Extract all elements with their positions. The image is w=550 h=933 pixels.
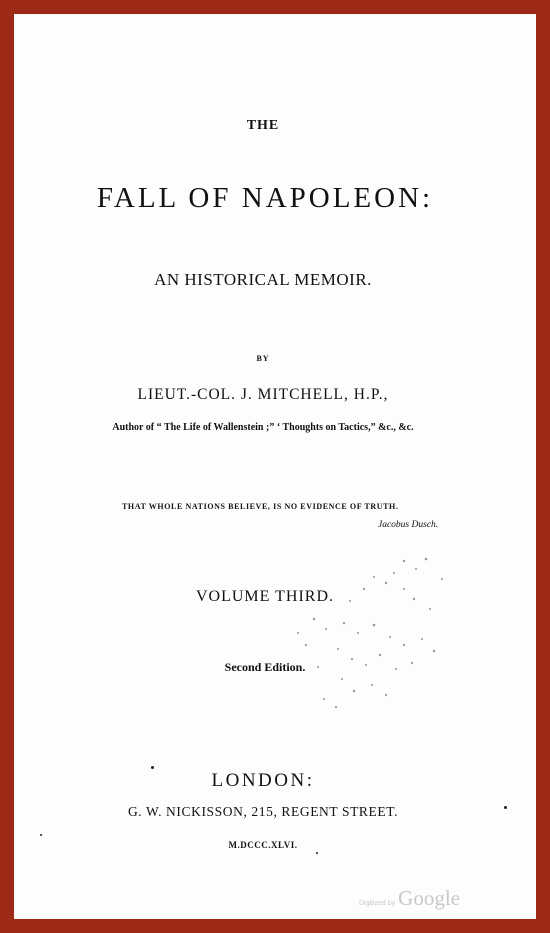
by-line: BY (256, 354, 270, 363)
author-name: LIEUT.-COL. J. MITCHELL, H.P., (137, 386, 389, 403)
faded-library-stamp (254, 549, 454, 719)
author-other-works: Author of “ The Life of Wallenstein ;” ‘ Thoughts on Tactics,” &c., &c. (112, 422, 414, 433)
book-title: FALL OF NAPOLEON: (96, 182, 434, 214)
title-page (14, 14, 536, 919)
title-article: THE (246, 118, 280, 133)
publication-year: M.DCCC.XLVI. (228, 840, 298, 850)
ink-speck (40, 834, 42, 836)
epigraph-text: THAT WHOLE NATIONS BELIEVE, IS NO EVIDENCE OF TRUTH. (122, 502, 399, 511)
ink-speck (316, 852, 318, 854)
publication-city: LONDON: (211, 770, 315, 791)
watermark-prefix: Digitized by (358, 900, 396, 907)
epigraph-source: Jacobus Dusch. (378, 520, 439, 530)
google-logo: Google (398, 886, 460, 910)
edition-label: Second Edition. (224, 660, 306, 674)
ink-speck (151, 766, 154, 769)
publisher-line: G. W. NICKISSON, 215, REGENT STREET. (127, 804, 399, 819)
volume-label: VOLUME THIRD. (195, 588, 335, 605)
ink-speck (504, 806, 507, 809)
digitized-watermark (359, 886, 460, 911)
book-subtitle: AN HISTORICAL MEMOIR. (154, 270, 372, 289)
